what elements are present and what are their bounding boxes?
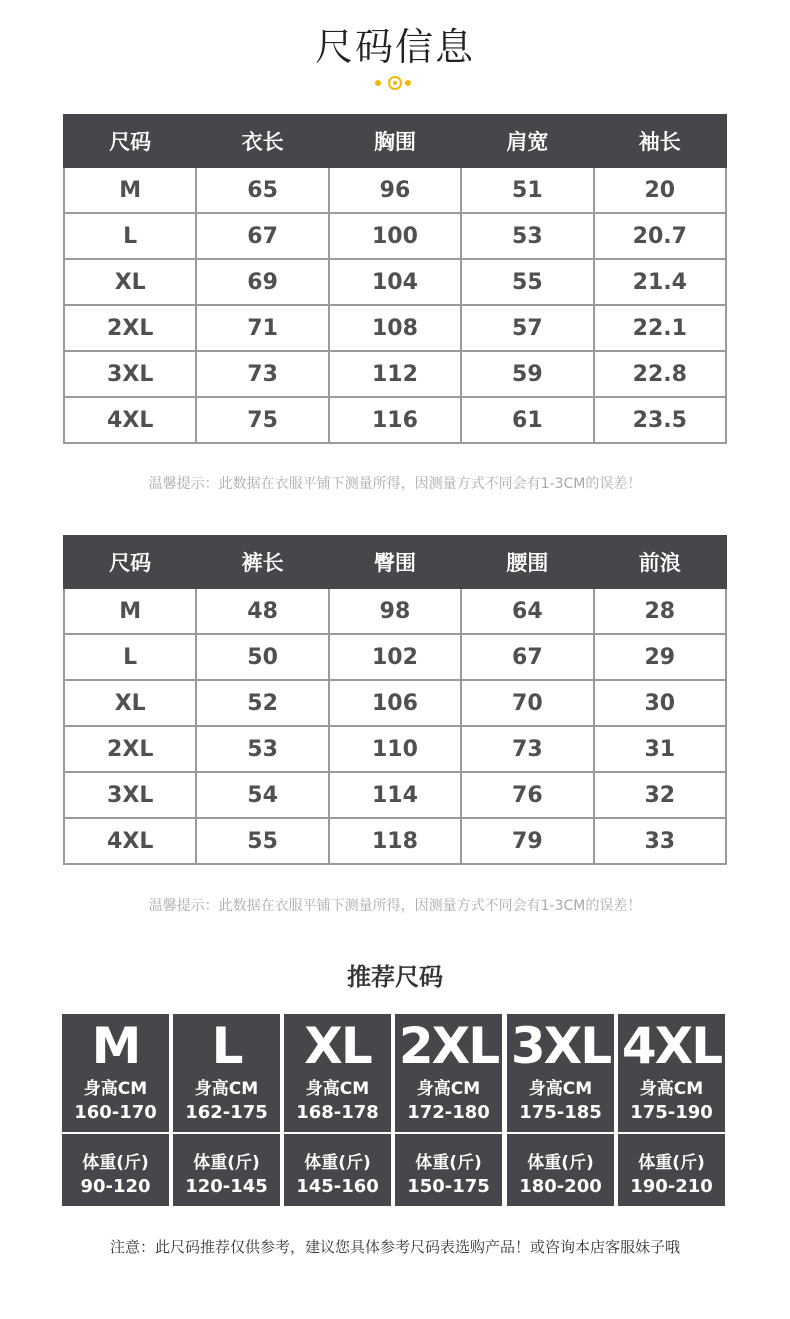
- table-cell: 52: [196, 680, 328, 726]
- weight-range: 180-200: [519, 1176, 602, 1197]
- recommend-height-block: [284, 1014, 391, 1132]
- weight-label: 体重(斤): [82, 1153, 149, 1173]
- table-cell: 98: [329, 588, 461, 634]
- table-cell: 57: [461, 305, 593, 351]
- table-row: [64, 680, 726, 726]
- table-cell: 70: [461, 680, 593, 726]
- table-cell: 54: [196, 772, 328, 818]
- table-cell: M: [64, 588, 196, 634]
- table-cell: 20.7: [594, 213, 726, 259]
- recommend-column: [395, 1014, 502, 1206]
- table-cell: 4XL: [64, 397, 196, 443]
- table-cell: 21.4: [594, 259, 726, 305]
- column-header: 肩宽: [461, 115, 593, 167]
- column-header: 衣长: [196, 115, 328, 167]
- recommend-column: [62, 1014, 169, 1206]
- footer-note: 注意：此尺码推荐仅供参考，建议您具体参考尺码表选购产品！或咨询本店客服妹子哦: [109, 1238, 680, 1256]
- table-row: [64, 167, 726, 213]
- table-cell: 102: [329, 634, 461, 680]
- table-cell: 104: [329, 259, 461, 305]
- table-cell: 100: [329, 213, 461, 259]
- table-cell: 114: [329, 772, 461, 818]
- column-header: 前浪: [594, 536, 726, 588]
- table-cell: 96: [329, 167, 461, 213]
- table-cell: 55: [196, 818, 328, 864]
- height-range: 160-170: [74, 1102, 157, 1123]
- weight-label: 体重(斤): [415, 1153, 482, 1173]
- column-header: 腰围: [461, 536, 593, 588]
- table-row: [64, 818, 726, 864]
- column-header: 尺码: [64, 536, 196, 588]
- table-row: [64, 259, 726, 305]
- table-cell: 53: [461, 213, 593, 259]
- recommend-size-label: 3XL: [510, 1017, 611, 1075]
- table-cell: 22.1: [594, 305, 726, 351]
- table-row: [64, 726, 726, 772]
- table-cell: XL: [64, 259, 196, 305]
- ornament-ring-icon: [388, 76, 402, 90]
- table-cell: 33: [594, 818, 726, 864]
- table-cell: 20: [594, 167, 726, 213]
- weight-range: 120-145: [185, 1176, 268, 1197]
- weight-range: 145-160: [296, 1176, 379, 1197]
- column-header: 胸围: [329, 115, 461, 167]
- recommend-height-block: [507, 1014, 614, 1132]
- table-cell: 76: [461, 772, 593, 818]
- table-cell: XL: [64, 680, 196, 726]
- weight-label: 体重(斤): [638, 1153, 705, 1173]
- table-row: [64, 351, 726, 397]
- table-cell: 106: [329, 680, 461, 726]
- recommend-height-block: [173, 1014, 280, 1132]
- weight-label: 体重(斤): [304, 1153, 371, 1173]
- table-header-row: [64, 115, 726, 167]
- table-cell: 55: [461, 259, 593, 305]
- recommend-weight-block: [507, 1134, 614, 1206]
- recommend-size-label: M: [91, 1017, 140, 1075]
- table-cell: 71: [196, 305, 328, 351]
- title-divider-ornament: [375, 76, 415, 90]
- table-cell: L: [64, 213, 196, 259]
- table-cell: 112: [329, 351, 461, 397]
- table-cell: 3XL: [64, 351, 196, 397]
- height-range: 172-180: [407, 1102, 490, 1123]
- recommend-height-block: [618, 1014, 725, 1132]
- table-cell: 110: [329, 726, 461, 772]
- weight-range: 150-175: [407, 1176, 490, 1197]
- measurement-tip: 温馨提示：此数据在衣服平铺下测量所得，因测量方式不同会有1-3CM的误差！: [148, 898, 642, 914]
- table-cell: 30: [594, 680, 726, 726]
- table-cell: 3XL: [64, 772, 196, 818]
- weight-label: 体重(斤): [193, 1153, 260, 1173]
- table-row: [64, 213, 726, 259]
- height-range: 175-185: [519, 1102, 602, 1123]
- height-label: 身高CM: [528, 1079, 593, 1099]
- recommend-weight-block: [395, 1134, 502, 1206]
- height-label: 身高CM: [83, 1079, 148, 1099]
- table-cell: 64: [461, 588, 593, 634]
- recommend-size-label: XL: [304, 1017, 371, 1075]
- recommend-column: [618, 1014, 725, 1206]
- recommend-column: [284, 1014, 391, 1206]
- table-cell: L: [64, 634, 196, 680]
- recommend-weight-block: [173, 1134, 280, 1206]
- weight-label: 体重(斤): [527, 1153, 594, 1173]
- bottom-size-table: [63, 535, 727, 865]
- table-row: [64, 634, 726, 680]
- recommend-height-block: [395, 1014, 502, 1132]
- height-label: 身高CM: [416, 1079, 481, 1099]
- height-label: 身高CM: [639, 1079, 704, 1099]
- table-cell: 2XL: [64, 726, 196, 772]
- recommend-height-block: [62, 1014, 169, 1132]
- height-range: 175-190: [630, 1102, 713, 1123]
- measurement-tip: 温馨提示：此数据在衣服平铺下测量所得，因测量方式不同会有1-3CM的误差！: [148, 476, 642, 492]
- ornament-dot-icon: [375, 80, 381, 86]
- recommend-weight-block: [62, 1134, 169, 1206]
- table-cell: 73: [196, 351, 328, 397]
- recommend-weight-block: [284, 1134, 391, 1206]
- table-cell: 65: [196, 167, 328, 213]
- table-cell: 75: [196, 397, 328, 443]
- table-cell: 23.5: [594, 397, 726, 443]
- weight-range: 90-120: [80, 1176, 151, 1197]
- table-header-row: [64, 536, 726, 588]
- table-cell: 108: [329, 305, 461, 351]
- table-cell: M: [64, 167, 196, 213]
- table-row: [64, 772, 726, 818]
- column-header: 裤长: [196, 536, 328, 588]
- top-size-table: [63, 114, 727, 444]
- recommend-size-grid: [62, 1014, 726, 1206]
- table-cell: 51: [461, 167, 593, 213]
- table-cell: 32: [594, 772, 726, 818]
- table-cell: 50: [196, 634, 328, 680]
- table-cell: 29: [594, 634, 726, 680]
- table-cell: 61: [461, 397, 593, 443]
- table-cell: 48: [196, 588, 328, 634]
- table-cell: 69: [196, 259, 328, 305]
- height-range: 168-178: [296, 1102, 379, 1123]
- height-range: 162-175: [185, 1102, 268, 1123]
- column-header: 袖长: [594, 115, 726, 167]
- page-title: 尺码信息: [314, 25, 475, 69]
- table-cell: 53: [196, 726, 328, 772]
- ornament-dot-icon: [405, 80, 411, 86]
- column-header: 尺码: [64, 115, 196, 167]
- recommend-weight-block: [618, 1134, 725, 1206]
- table-cell: 118: [329, 818, 461, 864]
- recommend-size-label: 2XL: [398, 1017, 499, 1075]
- recommend-title: 推荐尺码: [347, 963, 443, 991]
- table-cell: 73: [461, 726, 593, 772]
- table-cell: 67: [196, 213, 328, 259]
- table-cell: 22.8: [594, 351, 726, 397]
- table-cell: 2XL: [64, 305, 196, 351]
- height-label: 身高CM: [194, 1079, 259, 1099]
- recommend-size-label: 4XL: [621, 1017, 722, 1075]
- table-cell: 59: [461, 351, 593, 397]
- table-row: [64, 588, 726, 634]
- height-label: 身高CM: [305, 1079, 370, 1099]
- table-cell: 31: [594, 726, 726, 772]
- table-cell: 4XL: [64, 818, 196, 864]
- table-cell: 67: [461, 634, 593, 680]
- recommend-column: [173, 1014, 280, 1206]
- weight-range: 190-210: [630, 1176, 713, 1197]
- table-row: [64, 305, 726, 351]
- table-cell: 79: [461, 818, 593, 864]
- table-row: [64, 397, 726, 443]
- column-header: 臀围: [329, 536, 461, 588]
- table-cell: 116: [329, 397, 461, 443]
- recommend-column: [507, 1014, 614, 1206]
- table-cell: 28: [594, 588, 726, 634]
- recommend-size-label: L: [211, 1017, 242, 1075]
